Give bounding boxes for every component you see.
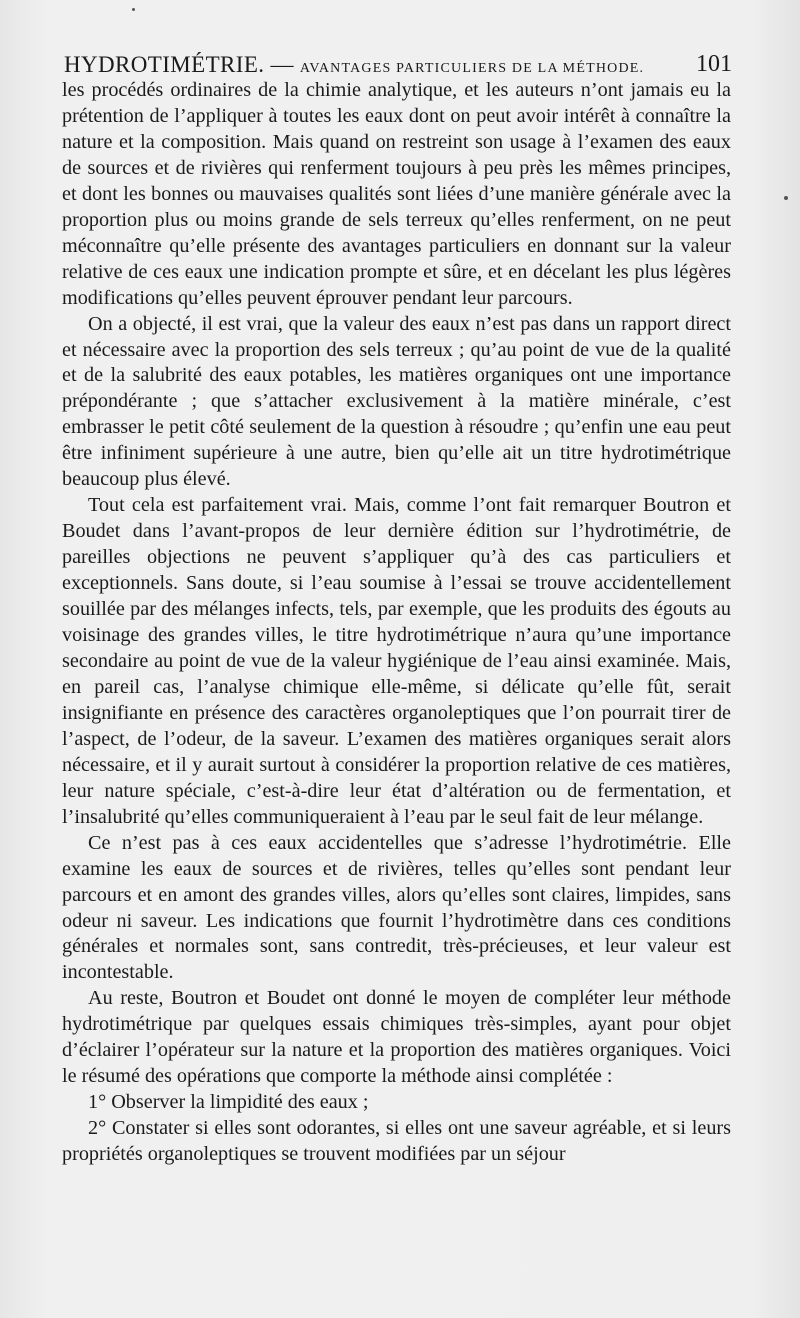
list-item-1: 1° Observer la limpidité des eaux ; bbox=[88, 1091, 369, 1114]
list-item-2: 2° Constater si elles sont odorantes, si elles ont une saveur agréable, et si leurs propriétés organoleptiques se trouvent modifiées par un séjour bbox=[62, 1117, 731, 1166]
paragraph-5: Au reste, Boutron et Boudet ont donné le moyen de compléter leur méthode hydrotimétrique par quelques essais chimiques très-simples, ayant pour objet d’éclairer l’opérateur sur la nature et la proportion des matières organiques. Voici le résumé des opérations que comporte la méthode ainsi complétée : bbox=[62, 987, 731, 1088]
page-number: 101 bbox=[696, 51, 732, 77]
ink-speck bbox=[784, 196, 788, 200]
page-header bbox=[64, 44, 732, 78]
paragraph-2: On a objecté, il est vrai, que la valeur des eaux n’est pas dans un rapport direct et nécessaire avec la proportion des sels terreux ; qu’au point de vue de la qualité et de la salubrité des eaux potables, les matières organiques ont une importance prépondérante ; que s’attacher exclusivement à la matière minérale, c’est embrasser le petit côté seulement de la question à résoudre ; qu’enfin une eau peut être infiniment supérieure à une autre, bien qu’elle ait un titre hydrotimétrique beaucoup plus élevé. bbox=[62, 312, 731, 491]
header-separator: — bbox=[270, 52, 294, 77]
header-subtitle: AVANTAGES PARTICULIERS DE LA MÉTHODE. bbox=[299, 61, 645, 76]
ink-speck bbox=[132, 8, 135, 11]
body-text bbox=[62, 78, 731, 1168]
paragraph-4: Ce n’est pas à ces eaux accidentelles que s’adresse l’hydrotimétrie. Elle examine les eaux de sources et de rivières, telles qu’elles sont pendant leur parcours et en amont des grandes villes, alors qu’elles sont claires, limpides, sans odeur ni saveur. Les indications que fournit l’hydrotimètre dans ces conditions générales et normales sont, sans contredit, très-précieuses, et leur valeur est incontestable. bbox=[62, 831, 731, 984]
header-title: HYDROTIMÉTRIE. bbox=[64, 52, 265, 77]
paragraph-3: Tout cela est parfaitement vrai. Mais, comme l’ont fait remarquer Boutron et Boudet dans l’avant-propos de leur dernière édition sur l’hydrotimétrie, de pareilles objections ne peuvent s’appliquer qu’à des cas particuliers et exceptionnels. Sans doute, si l’eau soumise à l’essai se trouve accidentellement souillée par des mélanges infects, tels, par exemple, que les produits des égouts au voisinage des grandes villes, le titre hydrotimétrique n’aura qu’une importance secondaire au point de vue de la valeur hygiénique de l’eau ainsi examinée. Mais, en pareil cas, l’analyse chimique elle-même, si délicate qu’elle fût, serait insignifiante en présence des caractères organoleptiques que l’on pourrait tirer de l’aspect, de l’odeur, de la saveur. L’examen des matières organiques serait alors nécessaire, et il y aurait surtout à considérer la proportion relative de ces matières, leur nature spéciale, c’est-à-dire leur état d’altération ou de fermentation, et l’insalubrité qu’elles communiqueraient à l’eau par le seul fait de leur mélange. bbox=[62, 494, 731, 828]
running-title bbox=[64, 52, 644, 78]
paragraph-1: les procédés ordinaires de la chimie analytique, et les auteurs n’ont jamais eu la prétention de l’appliquer à toutes les eaux dont on peut avoir intérêt à connaître la nature et la composition. Mais quand on restreint son usage à l’examen des eaux de sources et de rivières qui renferment toujours à peu près les mêmes principes, et dont les bonnes ou mauvaises qualités sont liées d’une manière générale avec la proportion plus ou moins grande de sels terreux qu’elles renferment, on ne peut méconnaître qu’elle présente des avantages particuliers en donnant sur la valeur relative de ces eaux une indication prompte et sûre, et en décelant les plus légères modifications qu’elles peuvent éprouver pendant leur parcours. bbox=[62, 79, 731, 309]
